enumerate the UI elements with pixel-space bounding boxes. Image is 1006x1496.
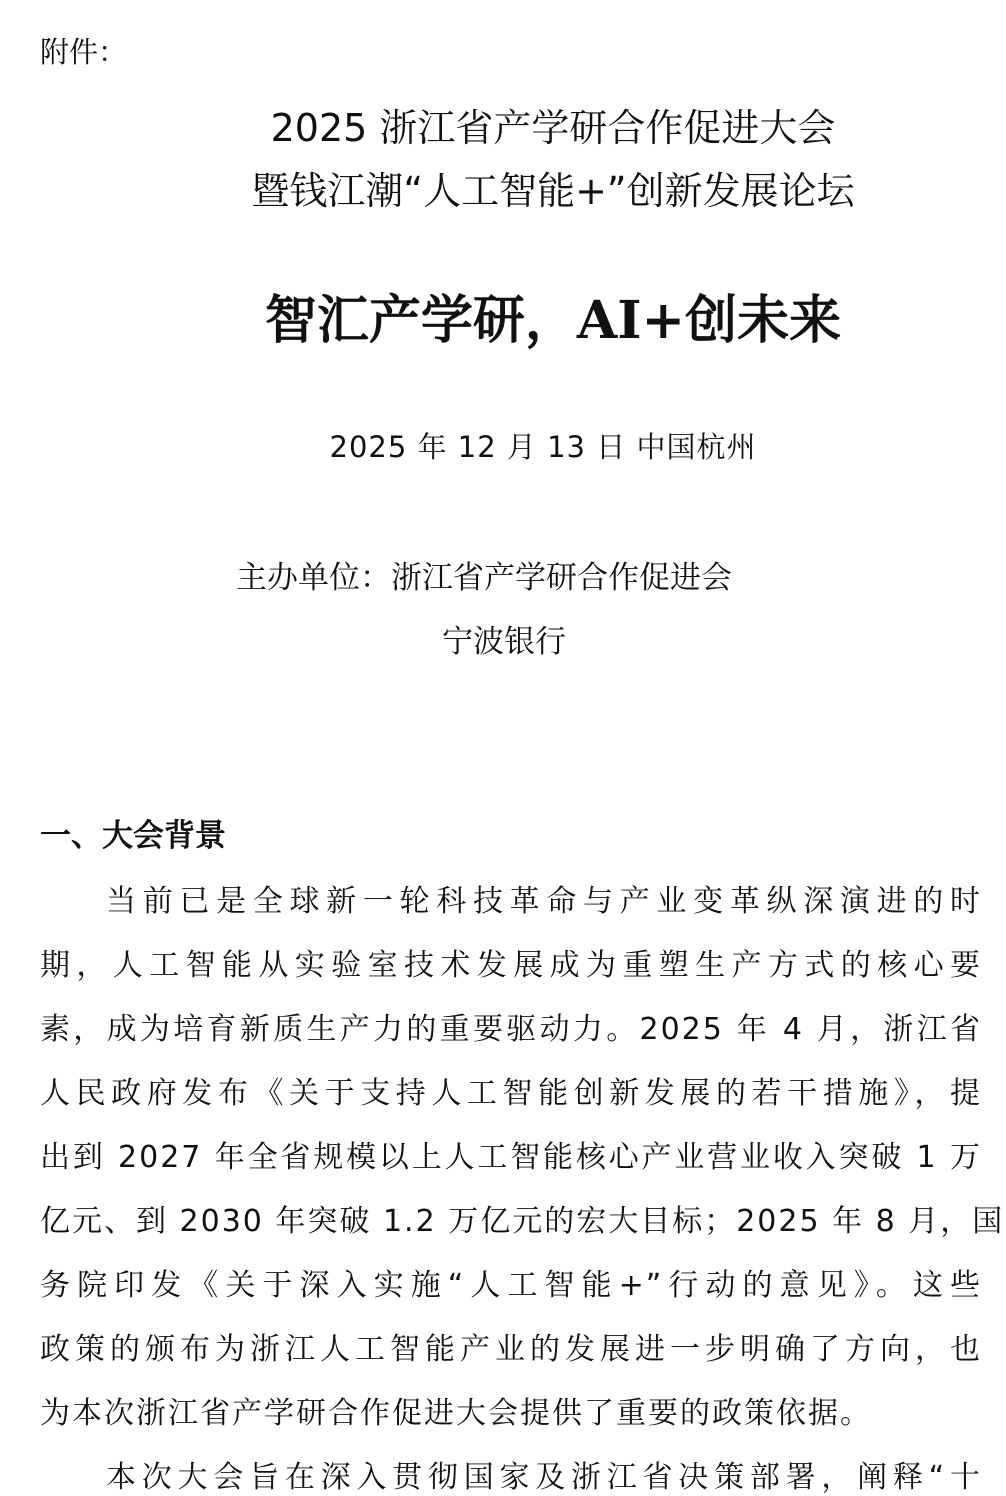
attachment-label: 附件： [40,35,128,69]
paragraph-line: 政策的颁布为浙江人工智能产业的发展进一步明确了方向，也 [40,1332,982,1367]
organizer-item: 宁波银行 [442,624,566,660]
organizer-item: 浙江省产学研合作促进会 [391,560,732,596]
section-heading: 一、大会背景 [40,818,226,854]
title-line-1: 2025 浙江省产学研合作促进大会 [270,106,836,150]
paragraph-line: 人民政府发布《关于支持人工智能创新发展的若干措施》，提 [40,1076,982,1111]
title-line-2: 暨钱江潮“人工智能+”创新发展论坛 [251,169,855,213]
paragraph-line: 为本次浙江省产学研合作促进大会提供了重要的政策依据。 [40,1396,872,1431]
organizer-label: 主办单位： [236,560,391,596]
paragraph-line: 素，成为培育新质生产力的重要驱动力。2025 年 4 月，浙江省 [40,1012,982,1047]
paragraph-line: 当前已是全球新一轮科技革命与产业变革纵深演进的时 [106,884,982,919]
organizer-row [236,552,732,597]
paragraph-line: 期，人工智能从实验室技术发展成为重塑生产方式的核心要 [40,948,982,983]
paragraph-line: 出到 2027 年全省规模以上人工智能核心产业营业收入突破 1 万 [40,1140,982,1175]
slogan: 智汇产学研，AI+创未来 [264,290,842,351]
paragraph-line: 务院印发《关于深入实施“人工智能+”行动的意见》。这些 [40,1268,982,1303]
paragraph-line: 亿元、到 2030 年突破 1.2 万亿元的宏大目标；2025 年 8 月，国 [40,1204,1005,1239]
date-location: 2025 年 12 月 13 日 中国杭州 [329,430,757,464]
paragraph-line: 本次大会旨在深入贯彻国家及浙江省决策部署，阐释“十 [106,1460,982,1495]
